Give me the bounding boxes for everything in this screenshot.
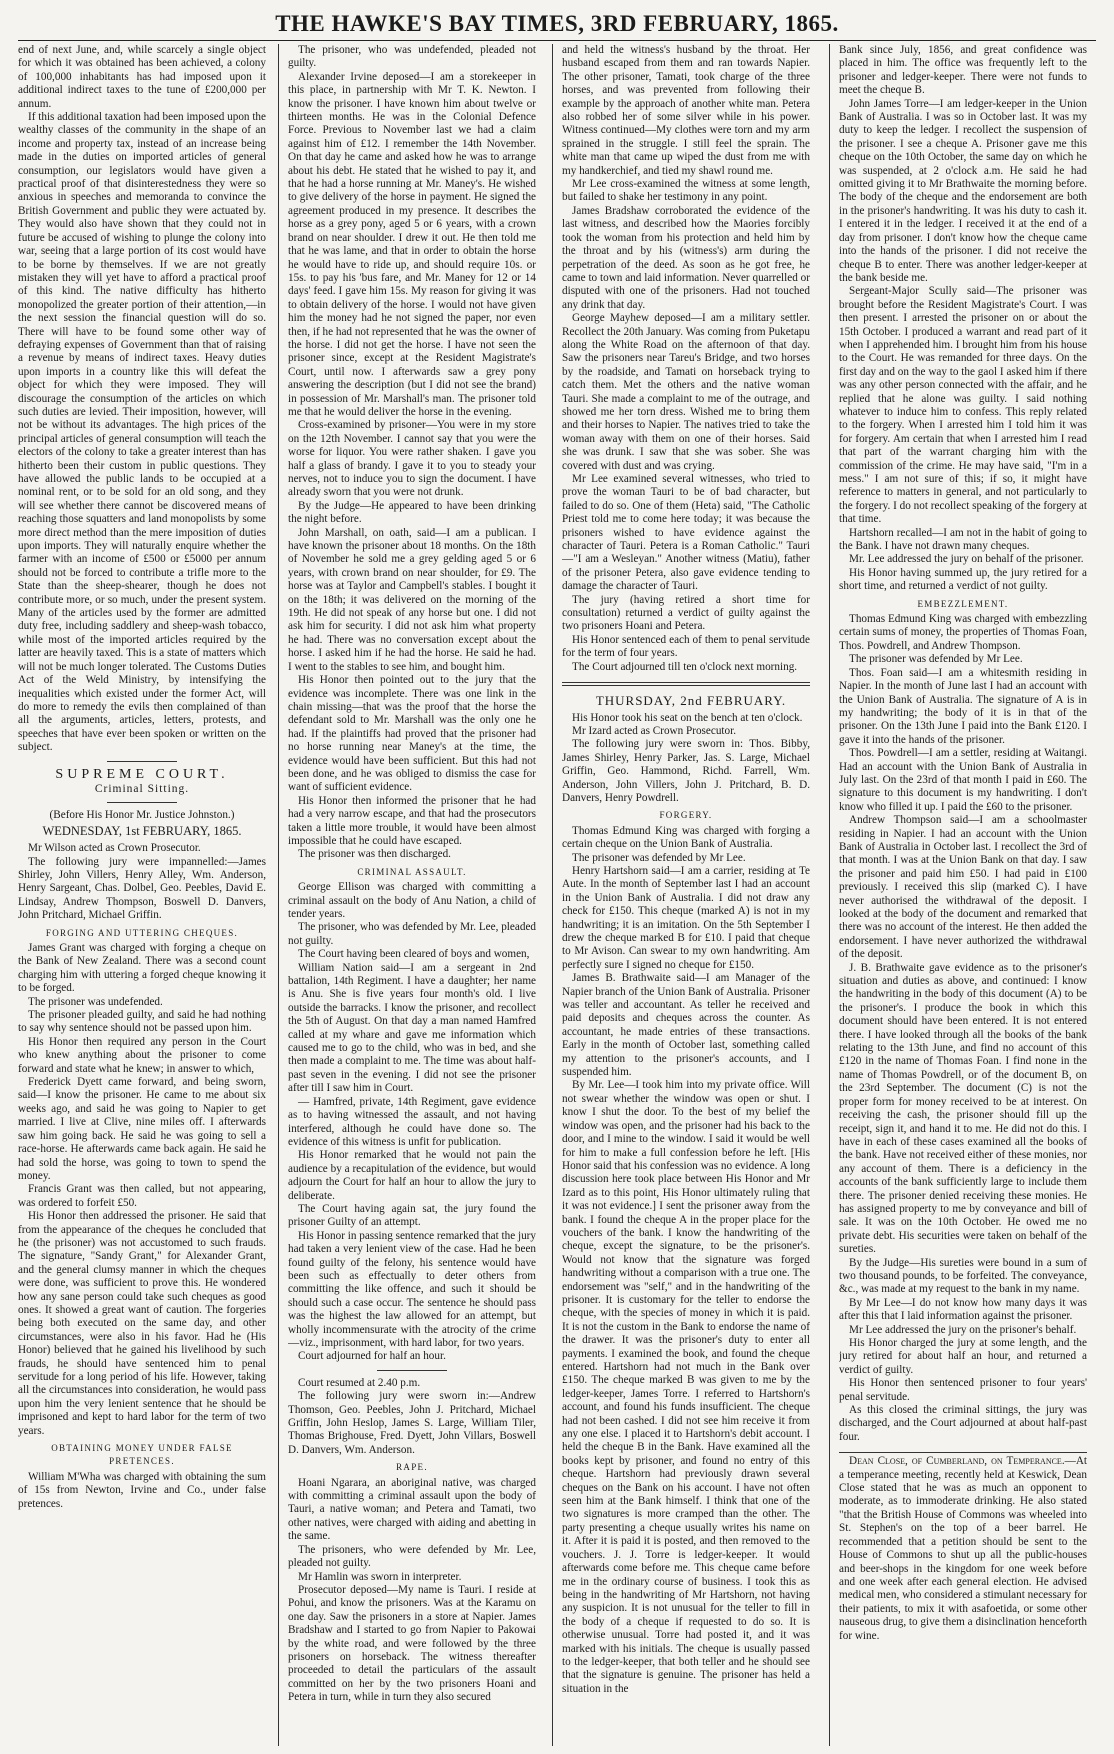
- paragraph: The following jury were sworn in:—Andrew Thomson, Geo. Peebles, John J. Pritchard, Michael Griffin, John Heslop, James S. Large, William Tiler, Thomas Brighouse, Fred. Dyett, John Villars, Boswell D. Danvers, Wm. Anderson.: [288, 1390, 536, 1456]
- divider: [107, 802, 177, 803]
- paragraph: John James Torre—I am ledger-keeper in the Union Bank of Australia. I was so in October last. It was my duty to keep the ledger. I recollect the suspension of the prisoner. I see a cheque A. Prisoner gave me this cheque on the 10th October, the same day on which he was suspended, at 2 o'clock a.m. He said he had omitted giving it to Mr Brathwaite the morning before. The body of the cheque and the endorsement are both in the prisoner's handwriting. It was his duty to cash it. I entered it in the ledger. I received it at the end of a day from prisoner. I don't know how the cheque came into the hands of the prisoner. I did not receive the cheque B to enter. There was another ledger-keeper at the bank beside me.: [839, 97, 1087, 284]
- paragraph: James Bradshaw corroborated the evidence of the last witness, and described how the Maories forcibly took the woman from his protection and held him by the throat and by his (witness's) arm during the perpetration of the deed. As soon as he got free, he came to town and laid information. Never quarrelled or disputed with one of the prisoners. Had not touched any drink that day.: [562, 204, 810, 311]
- paragraph: Hartshorn recalled—I am not in the habit of going to the Bank. I have not drawn many cheques.: [839, 526, 1087, 553]
- paragraph: His Honor then addressed the prisoner. He said that from the appearance of the cheques he concluded that he (the prisoner) was not accustomed to such frauds. The signature, "Sandy Grant," for Alexander Grant, and the general clumsy manner in which the cheques were done, was sufficient to prove this. He wondered how any sane person could take such cheques as good ones. It showed a great want of caution. The forgeries being both executed on the same day, and other circumstances, were also in his favor. Had he (His Honor) believed that he gained his livelihood by such frauds, he should have sentenced him to penal servitude for a long period of his life. However, taking all the circumstances into consideration, he would pass upon him the very lenient sentence that he should be imprisoned and kept to hard labor for the term of two years.: [18, 1210, 266, 1437]
- paragraph: By the Judge—His sureties were bound in a sum of two thousand pounds, to be forfeited. The conveyance, &c., was made at my request to the bank in my name.: [839, 1256, 1087, 1296]
- paragraph: Mr Lee cross-examined the witness at some length, but failed to shake her testimony in any point.: [562, 178, 810, 204]
- column-3: [562, 44, 810, 1750]
- paragraph: Frederick Dyett came forward, and being sworn, said—I know the prisoner. He came to me about six weeks ago, and said he was going to Napier to get married. I live at Clive, nine miles off. I afterwards saw him going back. He said he was going to sell a race-horse. He afterwards came back again. He said he had sold the horse, was going to town to spend the money.: [18, 1076, 266, 1182]
- paragraph: The prisoner pleaded guilty, and said he had nothing to say why sentence should not be passed upon him.: [18, 1009, 266, 1035]
- paragraph: Andrew Thompson said—I am a schoolmaster residing in Napier. I had an account with the Union Bank of Australia in October last. I recollect the 3rd of that month. I was at the Union Bank on that day. I saw the prisoner and paid him £50. I had paid in £100 previously. I received this slip (marked C). I have never authorised the withdrawal of the deposit. I looked at the body of the document and remarked that there was no account of the interest. He then added the endorsement. I have never authorized the withdrawal of the deposit.: [839, 814, 1087, 961]
- paragraph: George Mayhew deposed—I am a military settler. Recollect the 20th January. Was coming from Puketapu along the White Road on the afternoon of that day. Saw the prisoners near Tareu's Bridge, and two horses by the roadside, and Tamati on horseback trying to catch them. Met the others and the native woman Tauri. She made a complaint to me of the outrage, and showed me her torn dress. Wished me to bring them and their horses to Napier. The natives tried to take the woman away with them on one of their horses. Said she was drunk. I saw that she was sober. She was covered with dust and was crying.: [562, 312, 810, 472]
- paragraph: The Court having again sat, the jury found the prisoner Guilty of an attempt.: [288, 1202, 536, 1229]
- case-heading: EMBEZZLEMENT.: [917, 598, 1009, 609]
- paragraph: His Honor charged the jury at some length, and the jury retired for about half an hour, and returned a verdict of guilty.: [839, 1337, 1087, 1376]
- paragraph: Cross-examined by prisoner—You were in my store on the 12th November. I cannot say that you were the worse for liquor. You were rather shaken. I gave you half a glass of brandy. I gave it to you to steady your nerves, not to induce you to sign the document. I have already sworn that you were not drunk.: [288, 419, 536, 499]
- paragraph: The jury (having retired a short time for consultation) returned a verdict of guilty against the two prisoners Hoani and Petera.: [562, 593, 810, 633]
- paragraph: The prisoner, who was undefended, pleaded not guilty.: [288, 44, 536, 70]
- paragraph: The prisoner was undefended.: [28, 995, 163, 1008]
- paragraph: His Honor having summed up, the jury retired for a short time, and returned a verdict of not guilty.: [839, 566, 1087, 593]
- paragraph: Mr Wilson acted as Crown Prosecutor.: [28, 842, 201, 855]
- paragraph-temperance: [839, 1455, 1087, 1643]
- date-line: THURSDAY, 2nd FEBRUARY.: [595, 693, 787, 709]
- paragraph: Alexander Irvine deposed—I am a storekeeper in this place, in partnership with Mr T. K. Newton. I know the prisoner. I have known him about twelve or thirteen months. He was in the Colonial Defence Force. Previous to November last we had a claim against him of £12. I remember the 14th November. On that day he came and asked how he was to arrange about his debt. He stated that he wished to pay it, and that he had a horse running at Mr. Maney's. He wished to give delivery of the horse in payment. He signed the agreement produced in my presence. It describes the horse as a grey pony, aged 5 or 6 years, with a crown brand on near shoulder. I drew it out. He then told me that he was lame, and that in order to obtain the horse he would have to ride up, and should require 10s. or 15s. to pay his 'bus fare, and Mr. Maney for 12 or 14 days' feed. I gave him 15s. My reason for giving it was to obtain delivery of the horse. I would not have given him the money had he not signed the paper, nor even then, if he had not represented that he was the owner of the horse. I did not get the horse. I have not seen the prisoner since, except at the Resident Magistrate's Court, until now. I afterwards saw a grey pony answering the description (but I did not see the brand) in possession of Mr. Marshall's man. The prisoner told me that he would deliver the horse in the evening.: [288, 70, 536, 418]
- paragraph: The following jury were sworn in: Thos. Bibby, James Shirley, Henry Parker, Jas. S. Large, Michael Griffin, Geo. Hammond, Richd. Farrell, Wm. Anderson, John Villers, John J. Pritchard, B. D. Danvers, Henry Powdrell.: [562, 738, 810, 804]
- paragraph: Sergeant-Major Scully said—The prisoner was brought before the Resident Magistrate's Court. I was then present. I arrested the prisoner on or about the 15th October. I produced a warrant and read part of it when I apprehended him. I brought him from his house to the Court. He was remanded for three days. On the first day and on the way to the gaol I asked him if there was any other person connected with the affair, and he replied that he alone was guilty. I said nothing whatever to induce him to confess. This reply related to the forgery. When I arrested him I told him it was for forgery. Am certain that when I arrested him I read that part of the warrant charging him with the commission of the crime. He may have said, "I'm in a mess." I am not sure of this; if so, it might have reference to matters in general, and not particularly to the forgery. I do not recollect speaking of the forgery at that time.: [839, 285, 1087, 526]
- divider: [562, 682, 810, 683]
- column-1: [18, 44, 266, 1750]
- paragraph: The prisoner was defended by Mr Lee.: [849, 653, 1023, 666]
- paragraph: Prosecutor deposed—My name is Tauri. I reside at Pohui, and know the prisoners. Was at the Karamu on one day. Saw the prisoners in a store at Napier. James Bradshaw and I started to go from Napier to Pakowai by the white road, and were followed by the three prisoners on horseback. The witness thereafter proceeded to detail the particulars of the assault committed on her by the two prisoners Hoani and Petera in turn, while in turn they also secured: [288, 1583, 536, 1704]
- paragraph: The prisoner was defended by Mr Lee.: [572, 851, 746, 864]
- article-text: —At a temperance meeting, recently held at Keswick, Dean Close stated that he was as much an opponent to moderate, as to immoderate drinking. He also stated "that the British House of Commons was wheeled into St. Stephen's on the top of a beer barrel. He recommended that a petition should be sent to the House of Commons to shut up all the public-houses and beer-shops in the kingdom for one week before and one week after each general election. He advised medical men, who considered a stimulant necessary for their patients, to mix it with asafoetida, or some other nauseous drug, to give them a disinclination henceforth for wine.: [839, 1455, 1087, 1642]
- paragraph: By Mr Lee—I do not know how many days it was after this that I laid information against the prisoner.: [839, 1296, 1087, 1323]
- divider: [839, 1452, 1087, 1453]
- paragraph: Thos. Foan said—I am a whitesmith residing in Napier. In the month of June last I had an account with the Union Bank of Australia. The signature of A is in my handwriting; the body of it is in that of the prisoner. On the 13th June I paid into the Bank £120. I gave it into the hands of the prisoner.: [839, 666, 1087, 746]
- paragraph: Bank since July, 1856, and great confidence was placed in him. The office was frequently left to the prisoner and ledger-keeper. There were not funds to meet the cheque B.: [839, 44, 1087, 97]
- paragraph: and held the witness's husband by the throat. Her husband escaped from them and ran towards Napier. The other prisoner, Tamati, took charge of the three horses, and was prevented from following their example by the approach of another white man. Petera also robbed her of some silver while in his power. Witness continued—My clothes were torn and my arm sprained in the struggle. I still feel the sprain. The white man that came up wiped the dust from me with my handkerchief, and tied my shawl round me.: [562, 44, 810, 177]
- paragraph: Thomas Edmund King was charged with forging a certain cheque on the Union Bank of Australia.: [562, 824, 810, 851]
- paragraph: Francis Grant was then called, but not appearing, was ordered to forfeit £50.: [18, 1183, 266, 1209]
- paragraph: By the Judge—He appeared to have been drinking the night before.: [288, 499, 536, 526]
- case-heading: OBTAINING MONEY UNDER FALSE PRETENCES.: [51, 1443, 233, 1467]
- paragraph: James B. Brathwaite said—I am Manager of the Napier branch of the Union Bank of Australia. Prisoner was teller and accountant. As teller he received and paid deposits and cheques across the counter. As accountant, he made entries of these transactions. Early in the month of October last, something called my attention to the prisoner's accounts, and I suspended him.: [562, 972, 810, 1079]
- paragraph: George Ellison was charged with committing a criminal assault on the body of Anu Nation, a child of tender years.: [288, 881, 536, 920]
- divider: [107, 761, 177, 762]
- case-heading: FORGING AND UTTERING CHEQUES.: [45, 927, 239, 938]
- column-rule: [552, 44, 553, 1746]
- case-heading: RAPE.: [396, 1462, 428, 1473]
- paragraph: His Honor then sentenced prisoner to four years' penal servitude.: [839, 1377, 1087, 1403]
- paragraph: John Marshall, on oath, said—I am a publican. I have known the prisoner about 18 months. On the 18th of November he sold me a grey gelding aged 5 or 6 years, with crown brand on near shoulder, for £9. The horse was at Taylor and Campbell's stables. I bought it on the 18th; it was delivered on the morning of the 19th. He did not speak of any horse but one. I did not ask him for security. I did not ask him what property he had. There was no conversation except about the horse. I asked him if he had the horse. He said he had. I went to the stables to see him, and bought him.: [288, 526, 536, 673]
- paragraph: His Honor remarked that he would not pain the audience by a recapitulation of the evidence, but would adjourn the Court for half an hour to allow the jury to deliberate.: [288, 1149, 536, 1202]
- paragraph: Mr Lee addressed the jury on the prisoner's behalf.: [849, 1323, 1077, 1336]
- paragraph: His Honor in passing sentence remarked that the jury had taken a very lenient view of the case. Had he been found guilty of the felony, his sentence would have been such as effectually to deter others from committing the like offence, and such it should be should such a case occur. The sentence he should pass was the highest the law allowed for an attempt, but wholly incommensurate with the atrocity of the crime—viz., imprisonment, with hard labor, for two years.: [288, 1229, 536, 1349]
- paragraph: Thomas Edmund King was charged with embezzling certain sums of money, the properties of Thomas Foan, Thos. Powdrell, and Andrew Thompson.: [839, 613, 1087, 652]
- paragraph: His Honor sentenced each of them to penal servitude for the term of four years.: [562, 633, 810, 660]
- paragraph: Mr Hamlin was sworn in interpreter.: [298, 1570, 462, 1583]
- case-heading: CRIMINAL ASSAULT.: [357, 866, 467, 877]
- paragraph: Mr. Lee addressed the jury on behalf of the prisoner.: [849, 553, 1084, 566]
- paragraph: The following jury were impannelled:—James Shirley, John Villers, Henry Alley, Wm. Anderson, Henry Sargeant, Chas. Dolbel, Geo. Peebles, David E. Lindsay, Andrew Thompson, Boswell D. Danvers, John Pritchard, Michael Griffin.: [18, 855, 266, 922]
- paragraph: The Court having been cleared of boys and women,: [298, 948, 530, 961]
- divider: [562, 685, 810, 686]
- paragraph: The prisoner was then discharged.: [298, 848, 451, 861]
- paragraph: His Honor then informed the prisoner that he had had a very narrow escape, and that had the prosecutors taken a little more trouble, it would have been almost impossible that he could have escaped.: [288, 794, 536, 847]
- column-rule: [829, 44, 830, 1746]
- column-2: [288, 44, 536, 1750]
- judge-line: (Before His Honor Mr. Justice Johnston.): [49, 809, 235, 822]
- article-title: Dean Close, of Cumberland, on Temperance.: [849, 1455, 1065, 1468]
- paragraph: The Court adjourned till ten o'clock next morning.: [572, 660, 798, 673]
- case-heading: FORGERY.: [659, 810, 713, 821]
- paragraph: end of next June, and, while scarcely a single object for which it was obtained has been achieved, a colony of 100,000 inhabitants has had imposed upon it additional indirect taxes to the tune of £200,000 per annum.: [18, 44, 266, 110]
- paragraph: — Hamfred, private, 14th Regiment, gave evidence as to having witnessed the assault, and not having interfered, although he could have done so. The evidence of this witness is unfit for publication.: [288, 1095, 536, 1148]
- masthead-rule: [18, 40, 1096, 41]
- paragraph: His Honor then required any person in the Court who knew anything about the prisoner to come forward and state what he knew; in answer to which,: [18, 1035, 266, 1075]
- masthead: THE HAWKE'S BAY TIMES, 3RD FEBRUARY, 1865.: [275, 11, 839, 36]
- paragraph: William Nation said—I am a sergeant in 2nd battalion, 14th Regiment. I have a daughter; her name is Anu. She is five years four month's old. I live outside the barracks. I know the prisoner, and recollect the 5th of August. On that day a man named Hamfred called at my whare and gave me information which caused me to go to the child, who was in bed, and she then made a complaint to me. The time was about half-past seven in the evening. I did not see the prisoner after till I saw him in Court.: [288, 961, 536, 1095]
- paragraph: Mr Lee examined several witnesses, who tried to prove the woman Tauri to be of bad character, but failed to do so. One of them (Heta) said, "The Catholic Priest told me to come here today; it was because the prisoners wished to have evidence against the character of Tauri. Petera is a Roman Catholic." Tauri—"I am a Wesleyan." Another witness (Matiu), father of the prisoner Petera, also gave evidence tending to damage the character of Tauri.: [562, 473, 810, 593]
- paragraph: Thos. Powdrell—I am a settler, residing at Waitangi. Had an account with the Union Bank of Australia in July last. On the 23rd of that month I paid in £60. The signature to this document is my handwriting. I don't know who filled it up. I paid the £60 to the prisoner.: [839, 747, 1087, 813]
- column-4: [839, 44, 1087, 1750]
- paragraph: Court resumed at 2.40 p.m.: [298, 1376, 421, 1389]
- section-heading: SUPREME COURT.: [55, 766, 229, 782]
- divider: [377, 1370, 447, 1371]
- paragraph: The prisoners, who were defended by Mr. Lee, pleaded not guilty.: [288, 1543, 536, 1570]
- paragraph: Hoani Ngarara, an aboriginal native, was charged with committing a criminal assault upon the body of Tauri, a native woman; and Petera and Tamati, two other natives, were charged with aiding and abetting in the same.: [288, 1476, 536, 1543]
- paragraph: Mr Izard acted as Crown Prosecutor.: [572, 724, 737, 737]
- date-line: WEDNESDAY, 1st FEBRUARY, 1865.: [42, 823, 242, 838]
- paragraph: Henry Hartshorn said—I am a carrier, residing at Te Aute. In the month of September last I had an account in the Union Bank of Australia. I did not draw any check for £150. This cheque (marked A) is not in my handwriting; it is an imitation. On the 5th September I drew the cheque marked B for £10. I paid that cheque to Mr Avison. Can swear to my own handwriting. Am perfectly sure I signed no cheque for £150.: [562, 864, 810, 971]
- paragraph: By Mr. Lee—I took him into my private office. Will not swear whether the window was open or shut. I know I shut the door. To the best of my belief the window was open, and the prisoner had his back to the door, and I mine to the window. I said it would be well for him to make a full confession before he left. [His Honor said that his confession was no evidence. A long discussion here took place between His Honor and Mr Izard as to this point, His Honor ultimately ruling that it was not evidence.] I sent the prisoner away from the bank. I found the cheque A in the proper place for the vouchers of the bank. I know the handwriting of the cheque, except the signature, to be the prisoner's. Would not know that the signature was forged handwriting without a comparison with a true one. The endorsement was "self," and in the handwriting of the prisoner. It is customary for the teller to endorse the cheque, with the species of money in which it is paid. It is not the custom in the Bank to endorse the name of the drawer. It was the prisoner's duty to enter all payments. I examined the book, and found the cheque entered. Hartshorn had not much in the Bank over £150. The cheque marked B was given to me by the ledger-keeper, James Torre. I referred to Hartshorn's account, and found his funds insufficient. The cheque had not been cashed. I did not see him receive it from any one else. I placed it to Hartshorn's debit account. I held the cheque B in the Bank. Have examined all the books kept by prisoner, and found no entry of this cheque. Hartshorn had previously drawn several cheques on the Bank on his account. I have not often seen him at the Bank himself. I think that one of the two signatures is more cramped than the other. The party presenting a cheque usually writes his name on it. After it is paid it is posted, and then removed to the vouchers. J. J. Torre is ledger-keeper. It would afterwards come before me. This cheque came before me in the ordinary course of business. I took this as being in the handwriting of Mr Hartshorn, not having any suspicion. It is not unusual for the teller to fill in the body of a cheque if requested to do so. It is otherwise unusual. Torre had posted it, and it was marked with his initials. The cheque is usually passed to the ledger-keeper, that both teller and he should see that the signature is genuine. The prisoner has held a situation in the: [562, 1079, 810, 1695]
- section-subheading: Criminal Sitting.: [94, 782, 190, 795]
- paragraph: His Honor took his seat on the bench at ten o'clock.: [572, 711, 803, 724]
- paragraph: If this additional taxation had been imposed upon the wealthy classes of the community in the shape of an income and property tax, instead of an increase being made in the duties on imported articles of general consumption, our legislators would have given a practical proof of that disinterestedness they were so anxious in speeches and memoranda to convince the British Government and public they were actuated by. They would also have shown that they could not in future be accused of wishing to plunge the colony into war, seeing that a large portion of its cost would have to be borne by themselves. If we are not greatly mistaken they will yet have to afford a practical proof of this kind. The native difficulty has hitherto monopolized the greater portion of their attention,—in the next session the financial question will do so. There will have to be found some other way of defraying expenses of Government than that of raising a revenue by means of indirect taxes. Heavy duties upon imports in a country like this will defeat the object for which they were imposed. They will discourage the consumption of the articles on which such duties are levied. Their imposition, however, will not be without its advantages. The high prices of the principal articles of general consumption will teach the electors of the colony to take a greater interest than has hitherto been their custom in public questions. They have allowed the public lands to be occupied at a nominal rent, or to be sold for an old song, and they will see whether there cannot be discovered means of reaching those squatters and land monopolists by some more direct method than the mere imposition of duties upon imports. They will naturally enquire whether the farmer with an income of £500 or £5000 per annum should not be forced to contribute a trifle more to the State than the sheep-shearer, though he does not contribute more, or so much, under the present system. Many of the articles used by the former are admitted duty free, including saddlery and sheep-wash tobacco, while most of the imported articles required by the latter are heavily taxed. This is a state of matters which will not be much longer tolerated. The Customs Duties Act of the Weld Ministry, by intensifying the inequalities which existed under the former Act, will do more to remedy the evils then complained of than all the arguments, articles, letters, protests, and speeches that have ever been spoken or written on the subject.: [18, 111, 266, 754]
- paragraph: J. B. Brathwaite gave evidence as to the prisoner's situation and duties as above, and continued: I know the handwriting in the body of this document (A) to be the prisoner's. I produce the book in which this document should have been entered. It is not entered there. I have looked through all the books of the bank relating to the 13th June, and find no account of this £120 in the name of Thomas Foan. I find none in the name of Thomas Powdrell, or of the document B, on the 23rd September. The document (C) is not the proper form for money received to be at interest. On receiving the cash, the prisoner should fill up the receipt, sign it, and hand it to me. He did not do this. I have in each of these cases examined all the books of the bank. Have not received either of these monies, nor any account of them. There is a deficiency in the accounts of the bank sufficiently large to include them there. The prisoner denied receiving these monies. He has assigned property to me by conveyance and bill of sale. It was on the 10th October. He owed me no private debt. His securities were taken on behalf of the sureties.: [839, 961, 1087, 1256]
- paragraph: As this closed the criminal sittings, the jury was discharged, and the Court adjourned at about half-past four.: [839, 1404, 1087, 1443]
- paragraph: The prisoner, who was defended by Mr. Lee, pleaded not guilty.: [288, 921, 536, 947]
- paragraph: William M'Wha was charged with obtaining the sum of 15s from Newton, Irvine and Co., under false pretences.: [18, 1470, 266, 1510]
- paragraph: James Grant was charged with forging a cheque on the Bank of New Zealand. There was a second count charging him with uttering a forged cheque knowing it to be forged.: [18, 942, 266, 995]
- column-rule: [278, 44, 279, 1746]
- paragraph: Court adjourned for half an hour.: [298, 1350, 446, 1363]
- paragraph: His Honor then pointed out to the jury that the evidence was incomplete. There was one link in the chain missing—that was the proof that the horse the defendant sold to Mr. Marshall was the only one he had. If the plaintiffs had proved that the prisoner had no horse running near Maney's at the time, the evidence would have been sufficient. But this had not been done, and he was obliged to dismiss the case for want of sufficient evidence.: [288, 674, 536, 794]
